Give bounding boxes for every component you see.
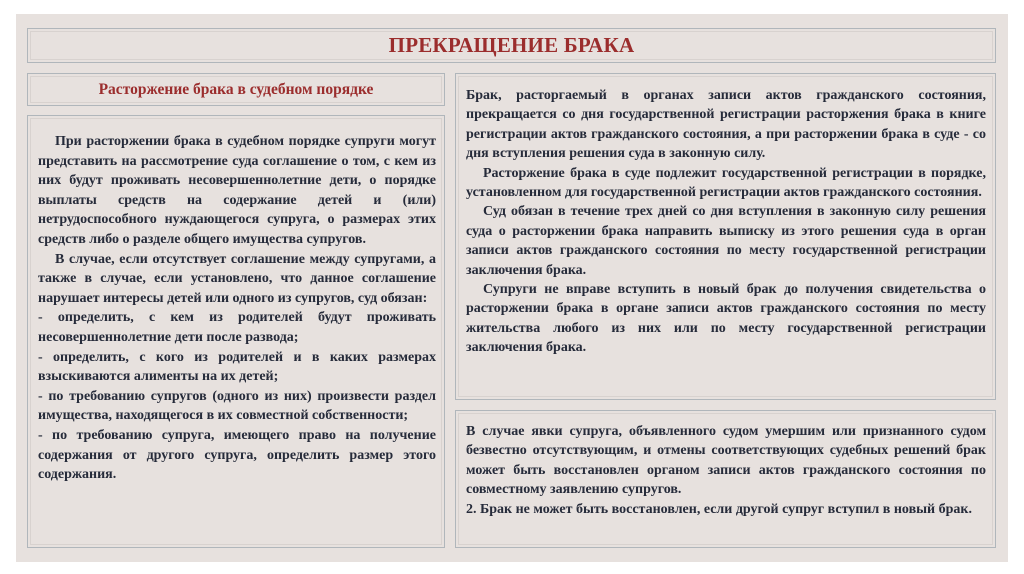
right-top-paragraph: Супруги не вправе вступить в новый брак до получения свидетельства о расторжении брака в органе записи актов гражданского состояния по месту жительства любого из них или по месту государственной регистрации заключения брака.: [466, 282, 986, 356]
left-list-item: - определить, с кого из родителей и в каких размерах взыскиваются алименты на их детей;: [38, 349, 436, 385]
right-top-content-box: [455, 73, 996, 400]
left-heading-box: [27, 73, 445, 106]
right-top-paragraph: Суд обязан в течение трех дней со дня вступления в законную силу решения суда о расторжении брака направить выписку из этого решения суда в орган записи актов гражданского состояния по месту государственной регистрации заключения брака.: [466, 204, 986, 278]
left-list-item: - по требованию супруга, имеющего право на получение содержания от другого супруга, определить размер этого содержания.: [38, 427, 436, 483]
slide-title: ПРЕКРАЩЕНИЕ БРАКА: [388, 33, 635, 57]
left-paragraph: В случае, если отсутствует соглашение между супругами, а также в случае, если установлено, что данное соглашение нарушает интересы детей или одного из супругов, суд обязан:: [38, 251, 436, 306]
right-bottom-paragraph: В случае явки супруга, объявленного судом умершим или признанного судом безвестно отсутствующим, и отмены соответствующих судебных решений брак может быть восстановлен органом записи актов гражданского состояния по совместному заявлению супругов.: [466, 424, 986, 498]
right-bottom-paragraph: 2. Брак не может быть восстановлен, если другой супруг вступил в новый брак.: [466, 501, 972, 517]
left-heading: Расторжение брака в судебном порядке: [98, 80, 374, 98]
right-top-paragraph: Брак, расторгаемый в органах записи актов гражданского состояния, прекращается со дня государственной регистрации расторжения брака в книге регистрации актов гражданского состояния, а при расторжении брака в суде - со дня вступления решения суда в законную силу.: [466, 88, 986, 162]
left-list-item: - определить, с кем из родителей будут проживать несовершеннолетние дети после развода;: [38, 310, 436, 345]
right-top-paragraph: Расторжение брака в суде подлежит государственной регистрации в порядке, установленном для государственной регистрации актов гражданского состояния.: [466, 165, 986, 201]
left-content-box: [27, 115, 445, 548]
left-paragraph: При расторжении брака в судебном порядке супруги могут представить на рассмотрение суда соглашение о том, с кем из них будут проживать несовершеннолетние дети, о порядке выплаты средств на содержание детей и (или) нетрудоспособного нуждающегося супруга, о размерах этих средств либо о разделе общего имущества супругов.: [38, 134, 436, 247]
title-box: [27, 28, 996, 63]
left-list-item: - по требованию супругов (одного из них) произвести раздел имущества, находящегося в их совместной собственности;: [38, 388, 436, 424]
right-bottom-content-box: [455, 410, 996, 548]
